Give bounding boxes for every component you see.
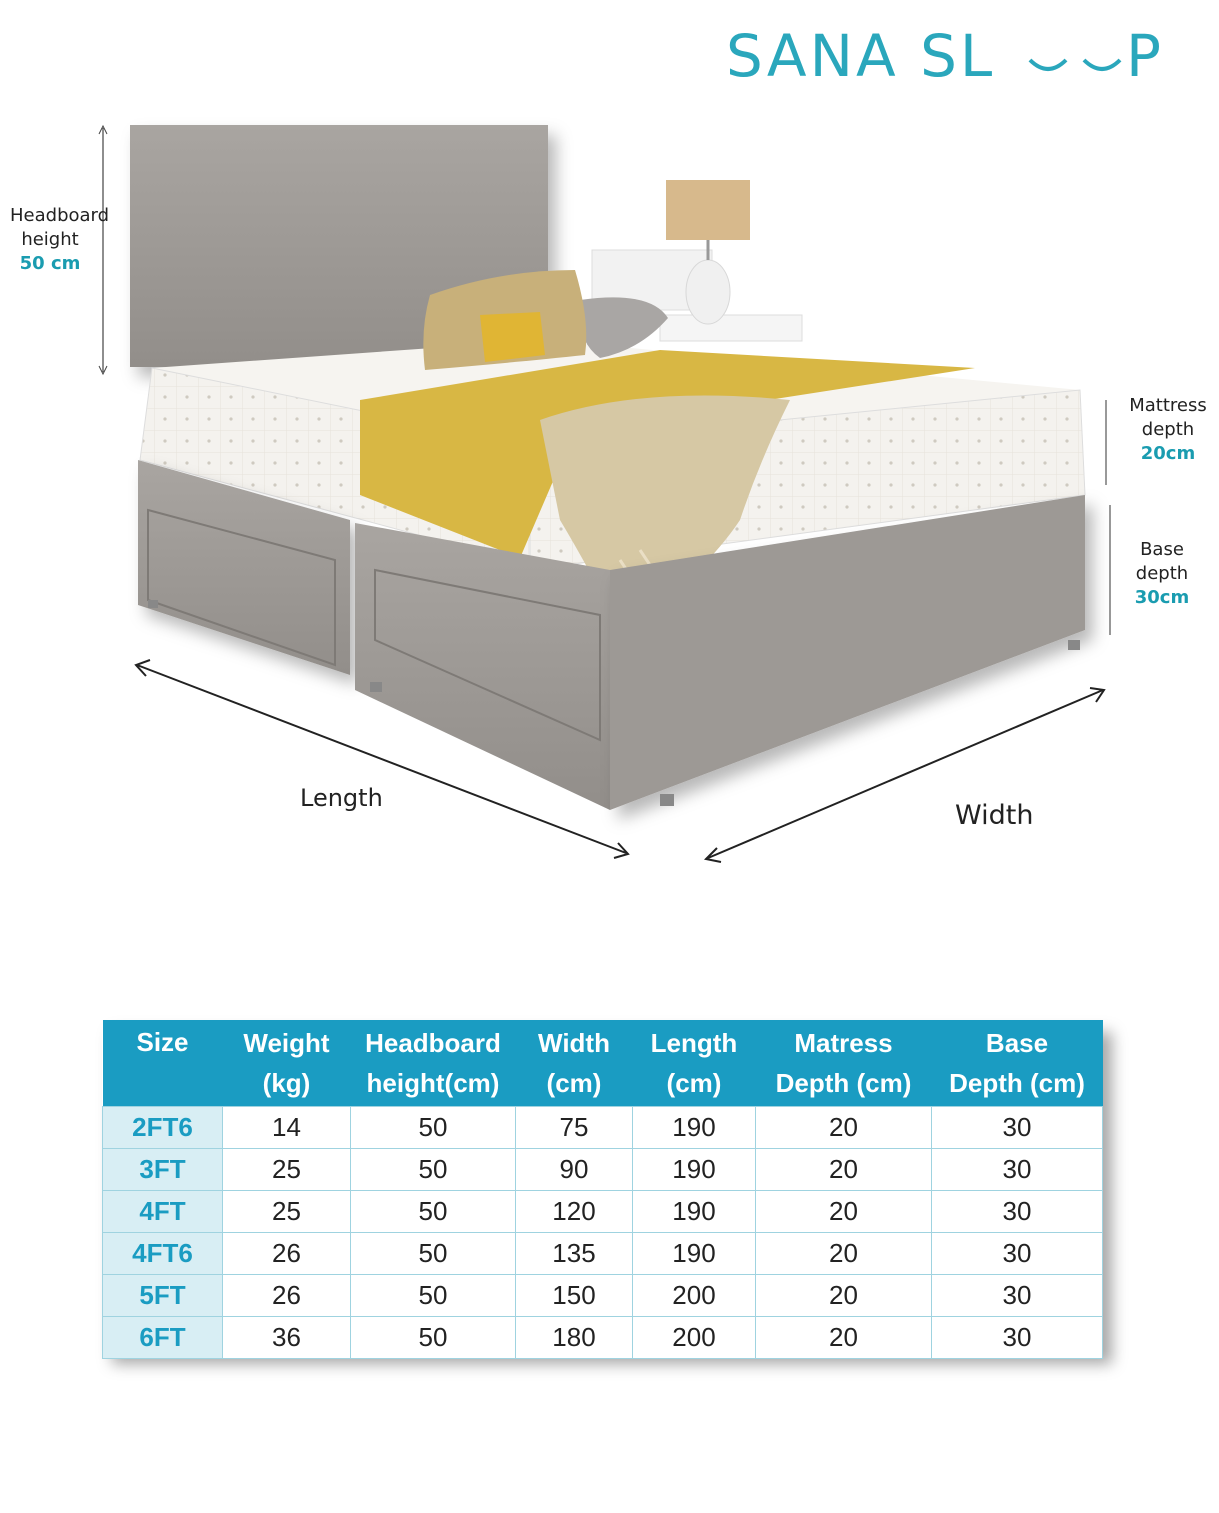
mattress-depth-value: 20cm [1140,443,1196,464]
table-row [103,1233,1103,1275]
table-cell: 135 [516,1233,633,1275]
table-cell: 20 [756,1149,932,1191]
table-cell: 20 [756,1317,932,1359]
base-depth-value: 30cm [1134,587,1190,608]
table-cell: 50 [351,1317,516,1359]
base-depth-label [1112,538,1212,610]
brand-logo [726,20,1196,90]
mattress-depth-text: Mattress depth [1129,395,1207,440]
table-cell: 30 [932,1275,1103,1317]
base-middle [355,523,610,810]
table-cell: 190 [633,1191,756,1233]
table-row [103,1107,1103,1149]
header-width: Width (cm) [516,1020,633,1107]
svg-text:P: P [1126,22,1161,90]
table-cell: 190 [633,1107,756,1149]
size-cell: 6FT [103,1317,223,1359]
bed-illustration [0,100,1219,900]
base-depth-text: Base depth [1135,539,1189,584]
table-row [103,1149,1103,1191]
table-row [103,1275,1103,1317]
svg-text:SANA SL: SANA SL [726,22,996,90]
table-cell: 50 [351,1149,516,1191]
table-cell: 50 [351,1191,516,1233]
table-cell: 30 [932,1149,1103,1191]
size-cell: 3FT [103,1149,223,1191]
table-cell: 180 [516,1317,633,1359]
size-table [102,1020,1103,1359]
width-label: Width [955,800,1034,831]
table-cell: 90 [516,1149,633,1191]
table-cell: 20 [756,1233,932,1275]
table-cell: 200 [633,1275,756,1317]
table-cell: 20 [756,1275,932,1317]
size-cell: 5FT [103,1275,223,1317]
table-row [103,1191,1103,1233]
table-cell: 20 [756,1107,932,1149]
headboard-height-arrow [99,126,107,374]
table-cell: 50 [351,1107,516,1149]
table-cell: 30 [932,1191,1103,1233]
header-length: Length (cm) [633,1020,756,1107]
mattress-depth-label [1118,394,1218,466]
table-cell: 26 [223,1233,351,1275]
table-cell: 25 [223,1149,351,1191]
size-cell: 4FT6 [103,1233,223,1275]
table-cell: 25 [223,1191,351,1233]
table-cell: 50 [351,1275,516,1317]
table-cell: 26 [223,1275,351,1317]
table-cell: 190 [633,1149,756,1191]
header-base-depth: Base Depth (cm) [932,1020,1103,1107]
header-size: Size [103,1020,223,1107]
size-cell: 2FT6 [103,1107,223,1149]
table-cell: 150 [516,1275,633,1317]
table-cell: 30 [932,1107,1103,1149]
length-label: Length [300,784,383,812]
table-cell: 75 [516,1107,633,1149]
header-weight: Weight (kg) [223,1020,351,1107]
table-cell: 30 [932,1233,1103,1275]
headboard-height-label [0,204,110,276]
table-header-row [103,1020,1103,1107]
table-row [103,1317,1103,1359]
size-table-container [102,1020,1102,1352]
table-cell: 36 [223,1317,351,1359]
size-cell: 4FT [103,1191,223,1233]
table-cell: 190 [633,1233,756,1275]
table-cell: 30 [932,1317,1103,1359]
header-mattress-depth: Matress Depth (cm) [756,1020,932,1107]
table-cell: 50 [351,1233,516,1275]
table-cell: 200 [633,1317,756,1359]
headboard-height-text: Headboard height [10,205,110,250]
table-cell: 20 [756,1191,932,1233]
header-headboard-height: Headboard height(cm) [351,1020,516,1107]
headboard-height-value: 50 cm [19,253,81,274]
table-cell: 14 [223,1107,351,1149]
table-cell: 120 [516,1191,633,1233]
